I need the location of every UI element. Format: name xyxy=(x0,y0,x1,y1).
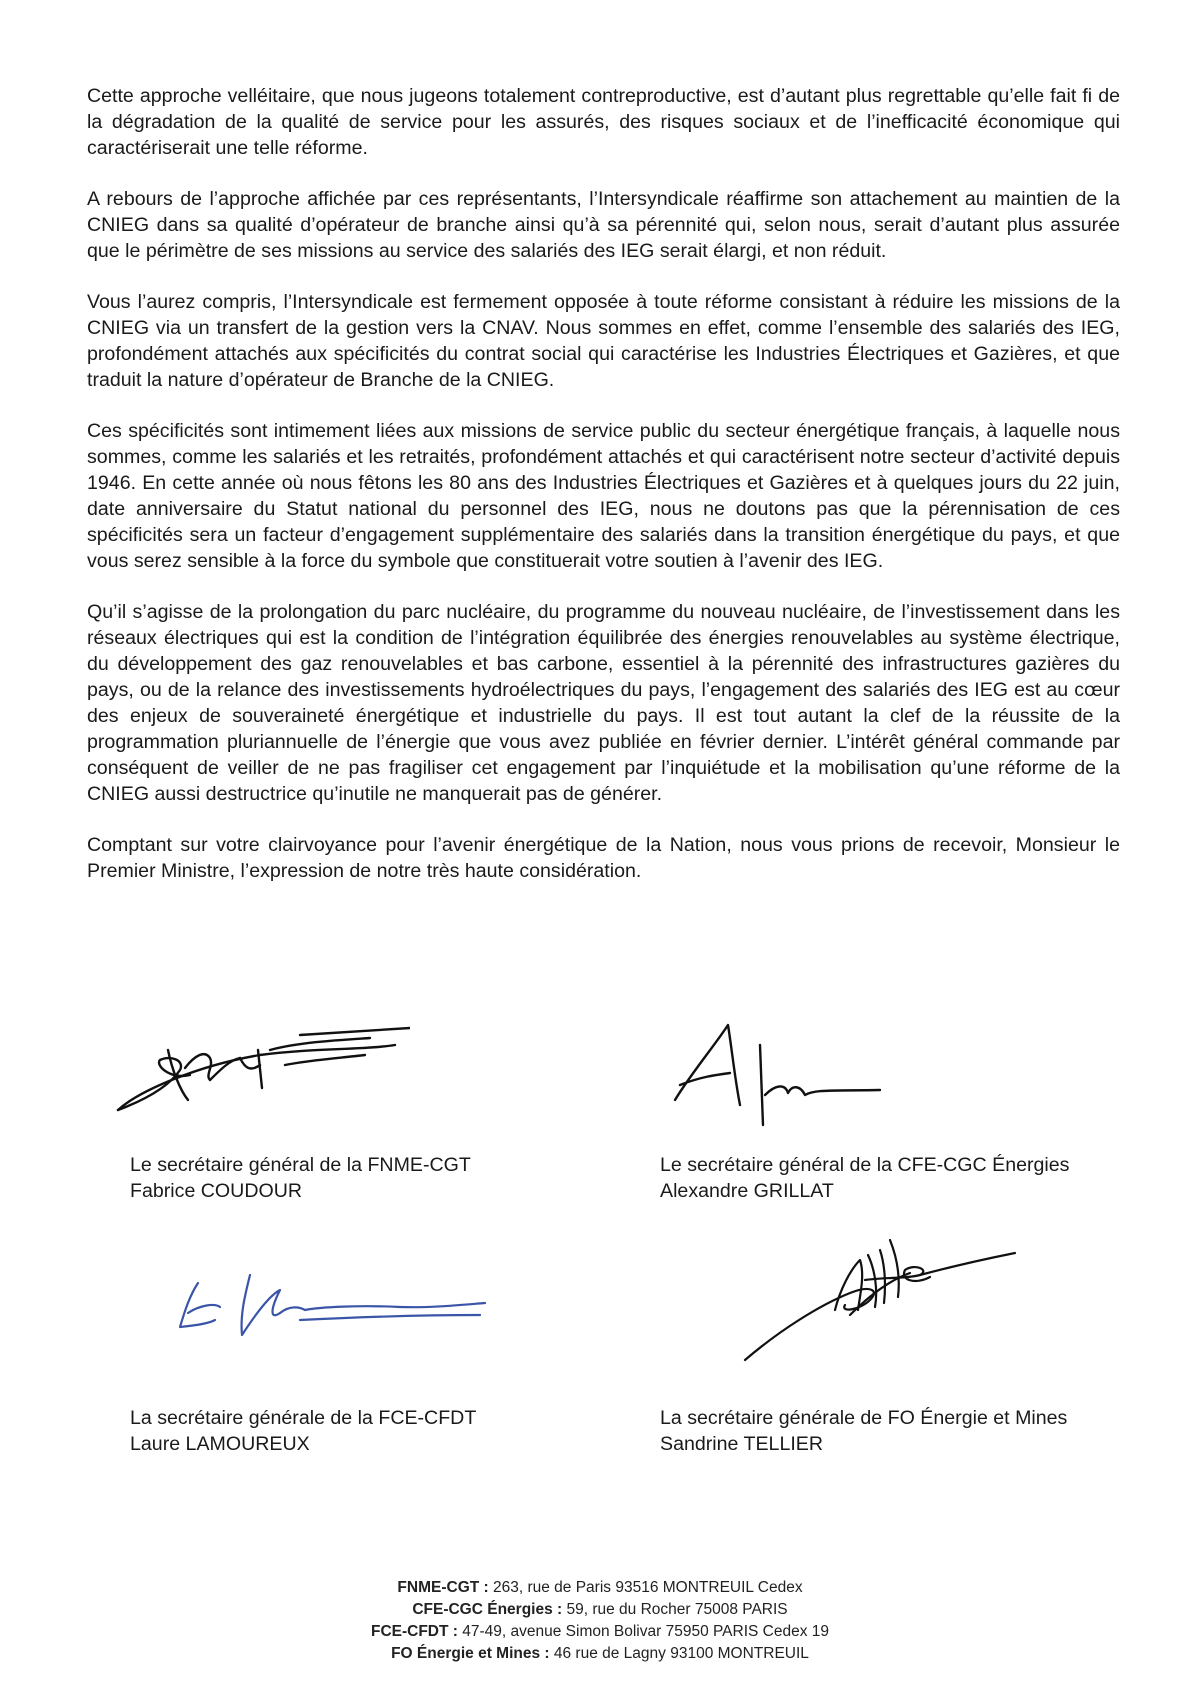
footer-address-line xyxy=(0,1643,1200,1665)
signatory-role: Le secrétaire général de la FNME-CGT xyxy=(130,1154,471,1176)
paragraph: Qu’il s’agisse de la prolongation du parc nucléaire, du programme du nouveau nucléaire, de l’investissement dans les réseaux électriques qui est la condition de l’intégration équilibrée des énergies renouvelables au système électrique, du développement des gaz renouvelables et bas carbone, essentiel à la pérennité des infrastructures gazières du pays, ou de la relance des investissements hydroélectriques du pays, l’engagement des salariés des IEG est au cœur des enjeux de souveraineté énergétique et industrielle du pays. Il est tout autant la clef de la réussite de la programmation pluriannuelle de l’énergie que vous avez publiée en février dernier. L’intérêt général commande par conséquent de veiller de ne pas fragiliser cet engagement par l’inquiétude et la mobilisation qu’une réforme de la CNIEG aussi destructrice qu’inutile ne manquerait pas de générer. xyxy=(87,601,1120,805)
paragraph: Vous l’aurez compris, l’Intersyndicale est fermement opposée à toute réforme consistant à réduire les missions de la CNIEG via un transfert de la gestion vers la CNAV. Nous sommes en effet, comme l’ensemble des salariés des IEG, profondément attachés aux spécificités du contrat social qui caractérise les Industries Électriques et Gazières, et que traduit la nature d’opérateur de Branche de la CNIEG. xyxy=(87,291,1120,391)
footer-org: FCE-CFDT : xyxy=(370,1623,458,1640)
footer-addresses xyxy=(0,1577,1200,1665)
signatory-role: La secrétaire générale de FO Énergie et Mines xyxy=(660,1407,1068,1429)
letter-body xyxy=(87,83,1120,909)
signatory-fnme-cgt xyxy=(130,1152,471,1204)
handwritten-signature xyxy=(110,1010,410,1120)
signature-fo-energie xyxy=(740,1235,1200,1365)
footer-address: 263, rue de Paris 93516 MONTREUIL Cedex xyxy=(488,1579,803,1596)
paragraph: Ces spécificités sont intimement liées aux missions de service public du secteur énergétique français, à laquelle nous sommes, comme les salariés et les retraités, profondément attachés et qui caractérisent notre secteur d’activité depuis 1946. En cette année où nous fêtons les 80 ans des Industries Électriques et Gazières et à quelques jours du 22 juin, date anniversaire du Statut national du personnel des IEG, nous ne doutons pas que la pérennisation de ces spécificités sera un facteur d’engagement supplémentaire des salariés dans la transition énergétique du pays, et que vous serez sensible à la force du symbole que constituerait votre soutien à l’avenir des IEG. xyxy=(87,420,1120,572)
handwritten-signature xyxy=(660,1005,920,1135)
footer-address-line xyxy=(0,1621,1200,1643)
signatory-fo-energie xyxy=(660,1405,1067,1457)
handwritten-signature xyxy=(740,1235,1020,1365)
signatory-name: Laure LAMOUREUX xyxy=(130,1433,310,1455)
signatory-role: La secrétaire générale de la FCE-CFDT xyxy=(130,1407,477,1429)
closing-paragraph: Comptant sur votre clairvoyance pour l’avenir énergétique de la Nation, nous vous prions de recevoir, Monsieur le Premier Ministre, l’expression de notre très haute considération. xyxy=(87,834,1120,882)
signatory-cfe-cgc xyxy=(660,1152,1069,1204)
handwritten-signature xyxy=(160,1265,490,1355)
footer-address-line xyxy=(0,1599,1200,1621)
signatory-role: Le secrétaire général de la CFE-CGC Énergies xyxy=(660,1154,1070,1176)
paragraph: A rebours de l’approche affichée par ces représentants, l’Intersyndicale réaffirme son attachement au maintien de la CNIEG dans sa qualité d’opérateur de branche ainsi qu’à sa pérennité qui, selon nous, serait d’autant plus assurée que le périmètre de ses missions au service des salariés des IEG serait élargi, et non réduit. xyxy=(87,188,1120,262)
paragraph: Cette approche velléitaire, que nous jugeons totalement contreproductive, est d’autant plus regrettable qu’elle fait fi de la dégradation de la qualité de service pour les assurés, des risques sociaux et de l’inefficacité économique qui caractériserait une telle réforme. xyxy=(87,85,1120,159)
signatory-name: Sandrine TELLIER xyxy=(660,1433,824,1455)
footer-org: FO Énergie et Mines : xyxy=(391,1645,550,1662)
signature-fce-cfdt xyxy=(160,1265,640,1355)
footer-org: FNME-CGT : xyxy=(397,1579,489,1596)
signature-fnme-cgt xyxy=(110,1010,590,1120)
footer-address: 59, rue du Rocher 75008 PARIS xyxy=(562,1601,788,1618)
footer-org: CFE-CGC Énergies : xyxy=(412,1601,563,1618)
signatory-name: Alexandre GRILLAT xyxy=(660,1180,834,1202)
signatory-fce-cfdt xyxy=(130,1405,476,1457)
signatory-name: Fabrice COUDOUR xyxy=(130,1180,303,1202)
signature-cfe-cgc xyxy=(660,1005,1140,1135)
footer-address-line xyxy=(0,1577,1200,1599)
footer-address: 47-49, avenue Simon Bolivar 75950 PARIS Cedex 19 xyxy=(457,1623,830,1640)
footer-address: 46 rue de Lagny 93100 MONTREUIL xyxy=(549,1645,809,1662)
